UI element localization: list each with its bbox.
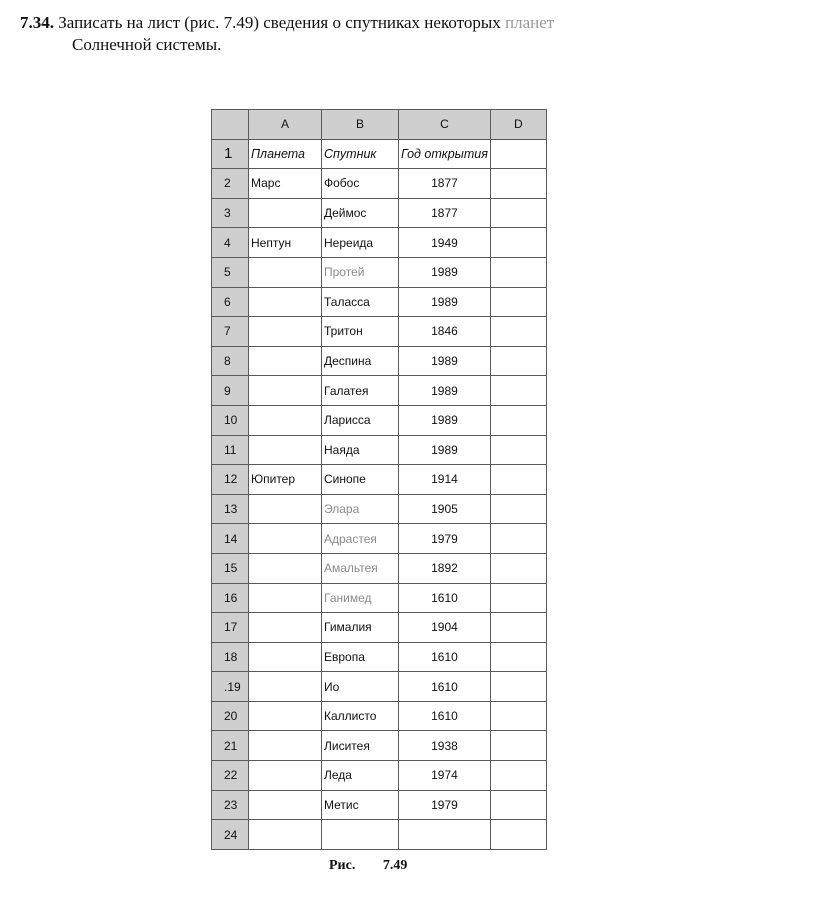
row-header[interactable]: .19 [212,672,249,702]
cell-satellite[interactable]: Протей [322,257,399,287]
cell-year[interactable]: 1610 [399,672,491,702]
row-header[interactable]: 23 [212,790,249,820]
cell-year[interactable]: 1938 [399,731,491,761]
row-header[interactable]: 14 [212,524,249,554]
table-row [212,139,547,169]
cell-planet[interactable] [249,435,322,465]
cell-satellite[interactable] [322,820,399,850]
cell-satellite[interactable]: Ио [322,672,399,702]
cell-planet[interactable] [249,731,322,761]
row-header[interactable]: 15 [212,553,249,583]
table-row [212,761,547,791]
table-row [212,642,547,672]
column-header-a[interactable]: A [249,110,322,140]
table-row [212,376,547,406]
cell-empty[interactable] [490,672,546,702]
table-row [212,405,547,435]
table-row [212,731,547,761]
table-row [212,583,547,613]
table-row [212,317,547,347]
table-row [212,287,547,317]
cell-planet[interactable] [249,790,322,820]
table-row [212,494,547,524]
table-row [212,820,547,850]
figure-caption [329,858,407,874]
cell-satellite[interactable]: Фобос [322,169,399,199]
cell-satellite[interactable]: Гималия [322,613,399,643]
column-header-b[interactable]: B [322,110,399,140]
row-header[interactable]: 8 [212,346,249,376]
cell-planet[interactable] [249,346,322,376]
cell-empty[interactable] [490,405,546,435]
cell-satellite[interactable]: Метис [322,790,399,820]
cell-year[interactable]: 1905 [399,494,491,524]
cell-empty[interactable] [490,642,546,672]
cell-empty[interactable] [490,583,546,613]
task-text: Записать на лист (рис. 7.49) сведения о спутниках некоторых [58,13,501,32]
sheet-corner[interactable] [212,110,249,140]
table-row [212,435,547,465]
row-header[interactable]: 24 [212,820,249,850]
cell-year[interactable]: 1989 [399,346,491,376]
table-row [212,613,547,643]
cell-year[interactable]: 1989 [399,257,491,287]
cell-satellite[interactable]: Деспина [322,346,399,376]
cell-satellite[interactable]: Ганимед [322,583,399,613]
header-cell-year[interactable]: Год открытия [399,139,491,169]
table-row [212,524,547,554]
cell-planet[interactable] [249,613,322,643]
row-header[interactable]: 21 [212,731,249,761]
row-header[interactable]: 11 [212,435,249,465]
cell-planet[interactable] [249,642,322,672]
cell-year[interactable]: 1904 [399,613,491,643]
cell-planet[interactable] [249,405,322,435]
cell-planet[interactable] [249,317,322,347]
row-header[interactable]: 13 [212,494,249,524]
cell-satellite[interactable]: Амальтея [322,553,399,583]
task-statement [20,12,710,56]
cell-empty[interactable] [490,465,546,495]
caption-label: Рис. [329,858,356,873]
cell-empty[interactable] [490,435,546,465]
cell-empty[interactable] [490,228,546,258]
cell-year[interactable] [399,820,491,850]
task-line-1 [20,12,710,34]
table-row [212,169,547,199]
cell-empty[interactable] [490,494,546,524]
task-line-2: Солнечной системы. [72,35,222,54]
row-header[interactable]: 4 [212,228,249,258]
row-header[interactable]: 5 [212,257,249,287]
cell-satellite[interactable]: Деймос [322,198,399,228]
cell-empty[interactable] [490,761,546,791]
cell-planet[interactable] [249,701,322,731]
cell-year[interactable]: 1949 [399,228,491,258]
cell-year[interactable]: 1979 [399,524,491,554]
cell-year[interactable]: 1610 [399,583,491,613]
table-row [212,701,547,731]
cell-empty[interactable] [490,346,546,376]
header-cell-planet[interactable]: Планета [249,139,322,169]
cell-empty[interactable] [490,198,546,228]
table-row [212,198,547,228]
cell-year[interactable]: 1877 [399,198,491,228]
cell-empty[interactable] [490,169,546,199]
cell-empty[interactable] [490,790,546,820]
cell-planet[interactable] [249,257,322,287]
cell-planet[interactable] [249,672,322,702]
column-header-c[interactable]: C [399,110,491,140]
table-row [212,228,547,258]
cell-planet[interactable]: Юпитер [249,465,322,495]
cell-year[interactable]: 1989 [399,376,491,406]
cell-planet[interactable]: Марс [249,169,322,199]
header-cell-empty[interactable] [490,139,546,169]
cell-empty[interactable] [490,553,546,583]
cell-year[interactable]: 1989 [399,287,491,317]
cell-satellite[interactable]: Адрастея [322,524,399,554]
cell-satellite[interactable]: Европа [322,642,399,672]
table-row [212,553,547,583]
cell-planet[interactable]: Нептун [249,228,322,258]
cell-satellite[interactable]: Нереида [322,228,399,258]
cell-planet[interactable] [249,494,322,524]
task-faded-word: планет [505,13,555,32]
row-header[interactable]: 16 [212,583,249,613]
cell-planet[interactable] [249,820,322,850]
row-header[interactable]: 18 [212,642,249,672]
cell-year[interactable]: 1892 [399,553,491,583]
cell-planet[interactable] [249,761,322,791]
sheet-body [212,139,547,849]
cell-planet[interactable] [249,287,322,317]
row-header[interactable]: 6 [212,287,249,317]
row-header[interactable]: 2 [212,169,249,199]
column-header-d[interactable]: D [490,110,546,140]
cell-planet[interactable] [249,553,322,583]
table-row [212,346,547,376]
cell-satellite[interactable]: Каллисто [322,701,399,731]
cell-empty[interactable] [490,287,546,317]
row-header[interactable]: 17 [212,613,249,643]
cell-year[interactable]: 1610 [399,701,491,731]
cell-year[interactable]: 1877 [399,169,491,199]
row-header[interactable]: 22 [212,761,249,791]
cell-satellite[interactable]: Наяда [322,435,399,465]
header-cell-satellite[interactable]: Спутник [322,139,399,169]
cell-empty[interactable] [490,731,546,761]
cell-satellite[interactable]: Ларисса [322,405,399,435]
row-header[interactable]: 1 [212,139,249,169]
cell-year[interactable]: 1610 [399,642,491,672]
cell-empty[interactable] [490,701,546,731]
cell-satellite[interactable]: Таласса [322,287,399,317]
cell-year[interactable]: 1989 [399,405,491,435]
row-header[interactable]: 7 [212,317,249,347]
cell-satellite[interactable]: Синопе [322,465,399,495]
table-row [212,465,547,495]
column-header-row [212,110,547,140]
row-header[interactable]: 12 [212,465,249,495]
cell-year[interactable]: 1914 [399,465,491,495]
cell-empty[interactable] [490,376,546,406]
cell-empty[interactable] [490,317,546,347]
cell-satellite[interactable]: Леда [322,761,399,791]
cell-planet[interactable] [249,524,322,554]
row-header[interactable]: 20 [212,701,249,731]
caption-number: 7.49 [382,858,408,873]
cell-planet[interactable] [249,583,322,613]
spreadsheet-table [211,109,547,850]
cell-empty[interactable] [490,524,546,554]
row-header[interactable]: 3 [212,198,249,228]
cell-year[interactable]: 1846 [399,317,491,347]
cell-empty[interactable] [490,820,546,850]
row-header[interactable]: 10 [212,405,249,435]
cell-satellite[interactable]: Элара [322,494,399,524]
cell-year[interactable]: 1989 [399,435,491,465]
row-header[interactable]: 9 [212,376,249,406]
task-number: 7.34. [20,13,54,32]
cell-empty[interactable] [490,257,546,287]
cell-satellite[interactable]: Галатея [322,376,399,406]
cell-satellite[interactable]: Лиситея [322,731,399,761]
cell-planet[interactable] [249,198,322,228]
table-row [212,257,547,287]
table-row [212,790,547,820]
cell-satellite[interactable]: Тритон [322,317,399,347]
cell-planet[interactable] [249,376,322,406]
cell-year[interactable]: 1979 [399,790,491,820]
cell-empty[interactable] [490,613,546,643]
cell-year[interactable]: 1974 [399,761,491,791]
table-row [212,672,547,702]
